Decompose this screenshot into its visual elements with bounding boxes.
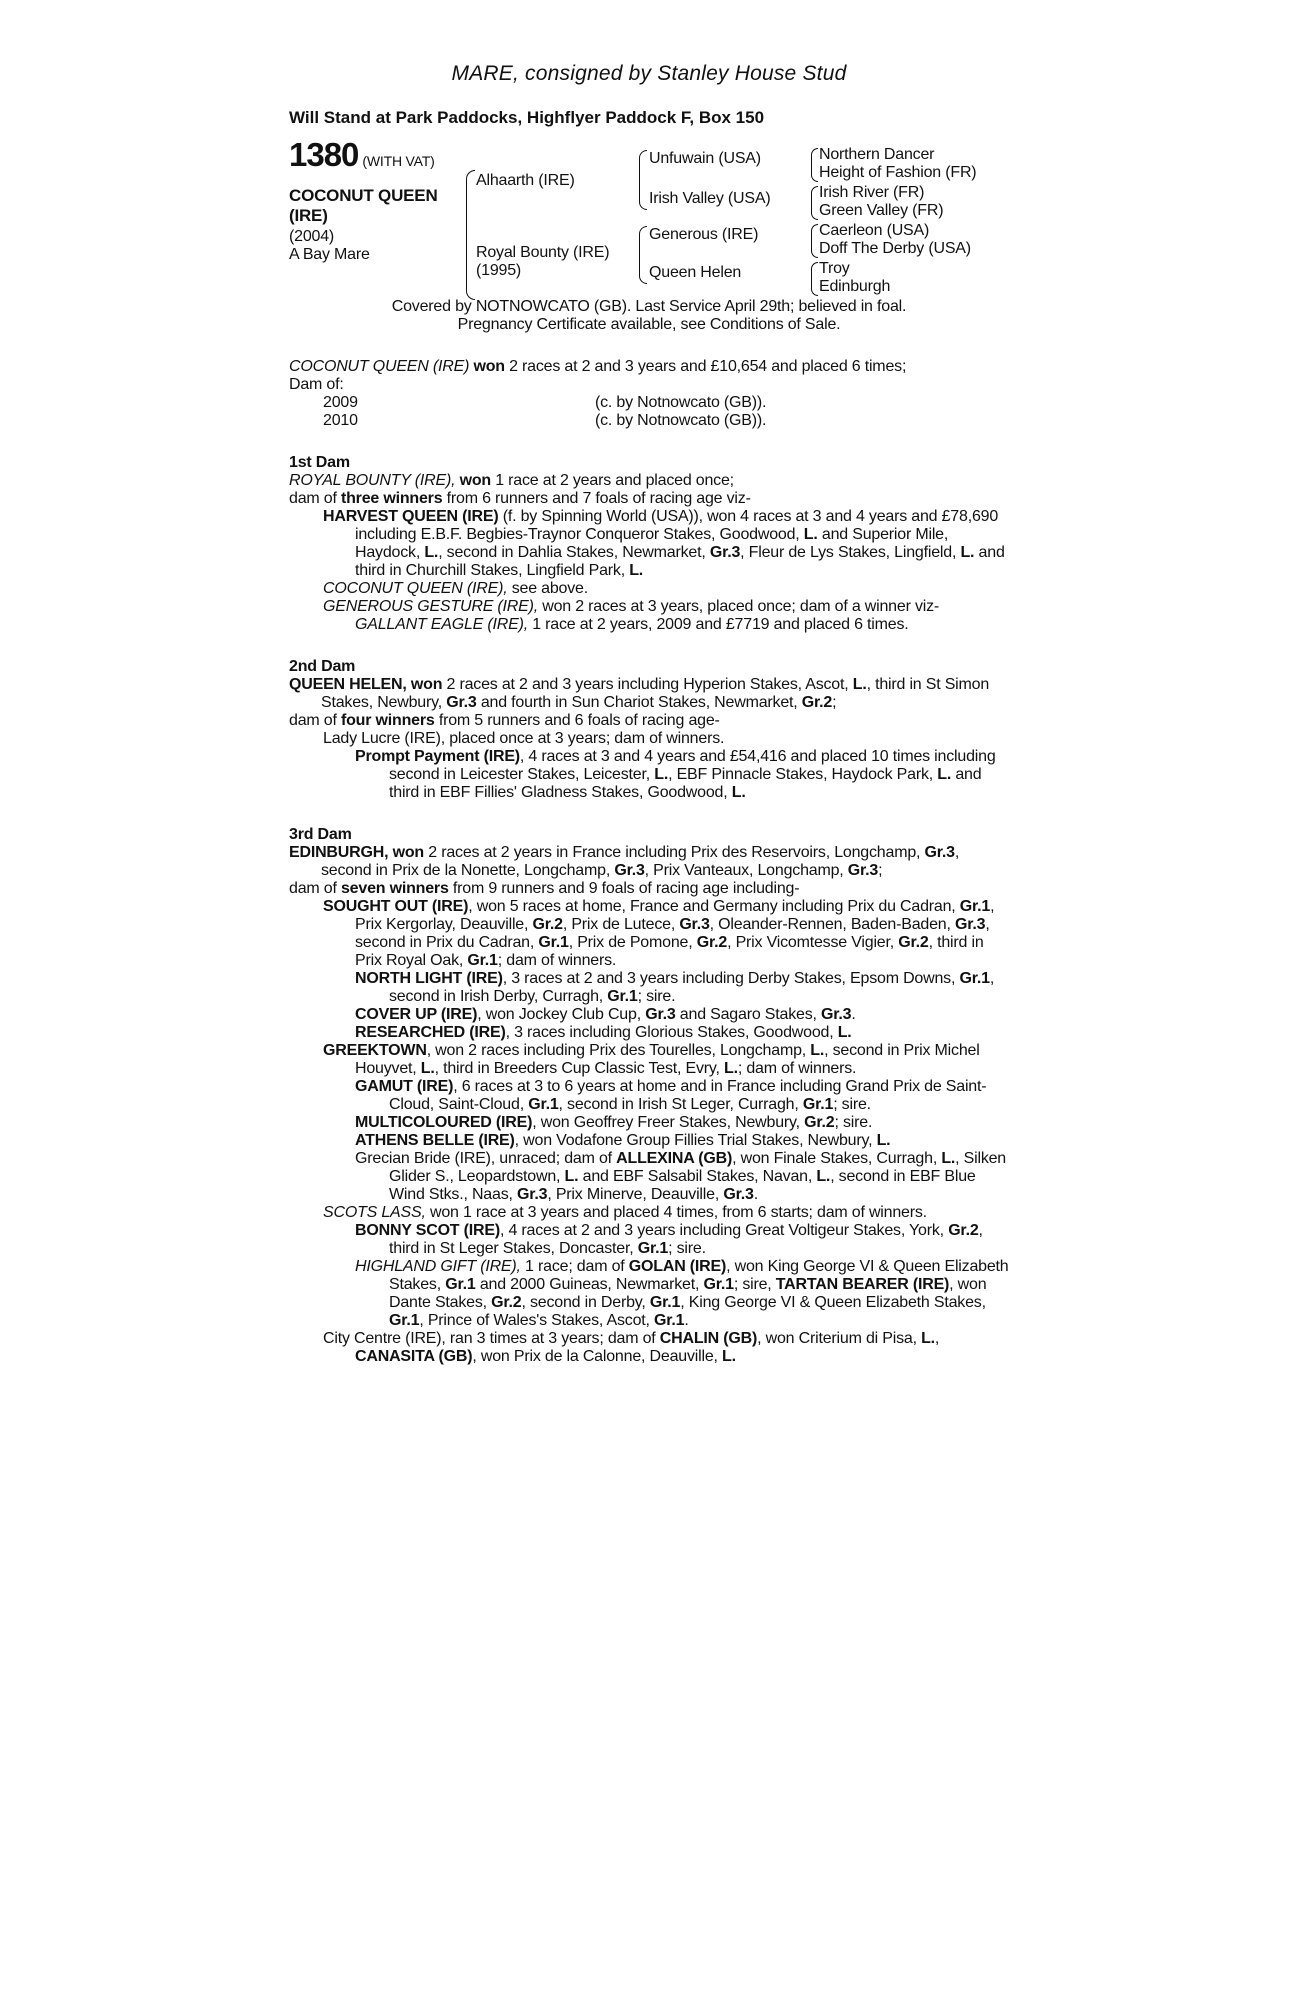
text: , won Prix de la Calonne, Deauville, (472, 1348, 718, 1365)
pedigree-g2: Height of Fashion (FR) (819, 164, 977, 181)
grade: Gr.3 (517, 1186, 548, 1203)
text: , second in Dahlia Stakes, Newmarket, (438, 544, 706, 561)
won-label: won (410, 676, 443, 693)
lot-summary (289, 358, 1009, 430)
text: , won Jockey Club Cup, (477, 1006, 641, 1023)
grade: L. (837, 1024, 852, 1041)
progeny-name: ALLEXINA (GB) (616, 1150, 733, 1167)
text: dam of (289, 490, 337, 507)
text: ; sire, (733, 1276, 772, 1293)
text: , third in St Leger Stakes, Doncaster, (389, 1222, 983, 1257)
progeny-name: HIGHLAND GIFT (IRE), (355, 1258, 521, 1275)
text: , second in Irish St Leger, Curragh, (558, 1096, 799, 1113)
won-label: won (459, 472, 491, 489)
text: and EBF Salsabil Stakes, Navan, (582, 1168, 813, 1185)
brace-col2-bottom (639, 226, 647, 284)
progeny-north-light (289, 970, 1009, 1006)
progeny-name: CANASITA (GB) (355, 1348, 473, 1365)
grade: Gr.3 (446, 694, 477, 711)
dam-name: QUEEN HELEN, (289, 676, 407, 693)
lot-number-block (289, 136, 435, 173)
text: , 3 races at 2 and 3 years including Derby Stakes, Epsom Downs, (502, 970, 956, 987)
won-label: won (392, 844, 424, 861)
progeny-name: RESEARCHED (IRE) (355, 1024, 506, 1041)
horse-name-line1: COCONUT QUEEN (289, 186, 438, 205)
first-dam-line (289, 472, 1009, 490)
progeny-cover-up (289, 1006, 1009, 1024)
text: , 4 races at 2 and 3 years including Great Voltigeur Stakes, York, (499, 1222, 944, 1239)
grade: Gr.1 (703, 1276, 734, 1293)
brace-col3-3 (811, 224, 818, 258)
text: , EBF Pinnacle Stakes, Haydock Park, (668, 766, 933, 783)
pedigree-g7: Troy (819, 260, 850, 277)
summary-rest: 2 races at 2 and 3 years and £10,654 and placed 6 times; (509, 358, 907, 375)
brace-col2-top (639, 150, 647, 210)
progeny-name: TARTAN BEARER (IRE) (775, 1276, 950, 1293)
grade: Gr.1 (959, 898, 991, 915)
pedigree-g3: Irish River (FR) (819, 184, 925, 201)
grade: L. (724, 1060, 738, 1077)
covered-line1: Covered by NOTNOWCATO (GB). Last Service April 29th; believed in foal. (391, 298, 907, 315)
winners-count: three winners (340, 490, 443, 507)
text: and third in EBF Fillies' Gladness Stakes, Goodwood, (389, 766, 982, 801)
progeny-lady-lucre: Lady Lucre (IRE), placed once at 3 years; dam of winners. (323, 730, 725, 747)
summary-line (289, 358, 1009, 376)
text: from 6 runners and 7 foals of racing age viz- (446, 490, 751, 507)
grade: Gr.3 (709, 544, 741, 561)
text: , 4 races at 3 and 4 years and £54,416 and placed 10 times including second in Leicester Stakes, Leicester, (389, 748, 996, 783)
consignment-heading: MARE, consigned by Stanley House Stud (451, 62, 847, 85)
text: , Prix Vicomtesse Vigier, (727, 934, 895, 951)
progeny-name: GREEKTOWN (323, 1042, 427, 1059)
progeny-gallant-eagle (289, 616, 1009, 634)
brace-col3-1 (811, 148, 818, 182)
brace-col1 (466, 170, 475, 300)
text: , won Criterium di Pisa, (757, 1330, 917, 1347)
grade: Gr.2 (898, 934, 929, 951)
pedigree-dam-dam: Queen Helen (649, 264, 742, 281)
second-dam-line (289, 676, 1009, 712)
dam-of-label: Dam of: (289, 376, 344, 393)
grade: Gr.1 (802, 1096, 834, 1113)
brace-col3-2 (811, 186, 818, 220)
first-dam-heading: 1st Dam (289, 454, 350, 471)
pedigree-g5: Caerleon (USA) (819, 222, 930, 239)
stand-location: Will Stand at Park Paddocks, Highflyer Paddock F, Box 150 (289, 108, 765, 127)
grade: L. (629, 562, 644, 579)
text: , Prix Vanteaux, Longchamp, (644, 862, 844, 879)
text: , second in Irish Derby, Curragh, (389, 970, 995, 1005)
progeny-prompt-payment (289, 748, 1009, 802)
grade: Gr.1 (445, 1276, 476, 1293)
pedigree-dam-sire: Generous (IRE) (649, 226, 759, 243)
progeny-generous-gesture (289, 598, 1009, 616)
progeny-name: COCONUT QUEEN (IRE), (323, 580, 508, 597)
text: , 3 races including Glorious Stakes, Goodwood, (505, 1024, 834, 1041)
progeny-multicoloured (289, 1114, 1009, 1132)
foal-sire: (c. by Notnowcato (GB)). (595, 394, 767, 411)
progeny-name: HARVEST QUEEN (IRE) (323, 508, 499, 525)
text: dam of (289, 712, 337, 729)
progeny-name: NORTH LIGHT (IRE) (355, 970, 503, 987)
grade: L. (420, 1060, 435, 1077)
grade: L. (424, 544, 439, 561)
grade: Gr.3 (847, 862, 879, 879)
foal-row (289, 394, 1009, 412)
pedigree-g4: Green Valley (FR) (819, 202, 944, 219)
progeny-name: GOLAN (IRE) (628, 1258, 727, 1275)
third-dam-produce-line (289, 880, 1009, 898)
text: dam of (289, 880, 337, 897)
pedigree-dam: Royal Bounty (IRE) (476, 244, 610, 261)
text: , Silken Glider S., Leopardstown, (389, 1150, 1007, 1185)
text: 2 races at 2 and 3 years including Hyperion Stakes, Ascot, (446, 676, 849, 693)
text: ; sire. (833, 1096, 871, 1113)
progeny-researched (289, 1024, 1009, 1042)
text: , won King George VI & Queen Elizabeth Stakes, (389, 1258, 1009, 1293)
progeny-highland-gift (289, 1258, 1009, 1330)
text: , Prix Minerve, Deauville, (547, 1186, 720, 1203)
foal-sire: (c. by Notnowcato (GB)). (595, 412, 767, 429)
text: , third in Breeders Cup Classic Test, Evry, (434, 1060, 720, 1077)
progeny-name: Prompt Payment (IRE) (355, 748, 520, 765)
grade: Gr.2 (804, 1114, 835, 1131)
progeny-name: BONNY SCOT (IRE) (355, 1222, 500, 1239)
progeny-name: MULTICOLOURED (IRE) (355, 1114, 533, 1131)
text: won 2 races at 3 years, placed once; dam of a winner viz- (542, 598, 940, 615)
horse-year: (2004) (289, 228, 335, 245)
text: and fourth in Sun Chariot Stakes, Newmarket, (480, 694, 798, 711)
grade: Gr.1 (959, 970, 990, 987)
covered-note (289, 298, 1009, 334)
progeny-name: GALLANT EAGLE (IRE), (355, 616, 528, 633)
progeny-coconut-queen (289, 580, 1009, 598)
grade: L. (876, 1132, 891, 1149)
progeny-bonny-scot (289, 1222, 1009, 1258)
text: and 2000 Guineas, Newmarket, (479, 1276, 700, 1293)
text: , Prix de Pomone, (568, 934, 693, 951)
first-dam-produce-line (289, 490, 1009, 508)
grade: L. (852, 676, 867, 693)
text: ; sire. (637, 988, 676, 1005)
grade: Gr.3 (679, 916, 710, 933)
grade: L. (810, 1042, 825, 1059)
text: and Sagaro Stakes, (679, 1006, 817, 1023)
progeny-name: CHALIN (GB) (659, 1330, 758, 1347)
text: won 1 race at 3 years and placed 4 times, from 6 starts; dam of winners. (429, 1204, 927, 1221)
grade: L. (722, 1348, 736, 1365)
pedigree-g6: Doff The Derby (USA) (819, 240, 971, 257)
horse-name-line2: (IRE) (289, 206, 328, 225)
text: 2 races at 2 years in France including Prix des Reservoirs, Longchamp, (428, 844, 921, 861)
brace-col3-4 (811, 262, 818, 296)
text: , won Finale Stakes, Curragh, (732, 1150, 938, 1167)
grade: Gr.1 (538, 934, 569, 951)
text: . (684, 1312, 689, 1329)
progeny-name: COVER UP (IRE) (355, 1006, 478, 1023)
dam-name: ROYAL BOUNTY (IRE), (289, 472, 456, 489)
text: , Fleur de Lys Stakes, Lingfield, (740, 544, 957, 561)
grade: L. (937, 766, 952, 783)
pedigree-g1: Northern Dancer (819, 146, 935, 163)
text: and third in Churchill Stakes, Lingfield Park, (355, 544, 1005, 579)
pedigree-g8: Edinburgh (819, 278, 891, 295)
text: , second in EBF Blue Wind Stks., Naas, (389, 1168, 976, 1203)
text: , second in Prix du Cadran, (355, 916, 990, 951)
text: see above. (511, 580, 588, 597)
grade: Gr.3 (723, 1186, 754, 1203)
text: , won Vodafone Group Fillies Trial Stakes, Newbury, (514, 1132, 873, 1149)
progeny-name: GENEROUS GESTURE (IRE), (323, 598, 538, 615)
grade: L. (564, 1168, 579, 1185)
text: , second in Derby, (521, 1294, 646, 1311)
progeny-scots-lass (289, 1204, 1009, 1222)
text: ; (832, 694, 837, 711)
vat-note: (WITH VAT) (362, 153, 435, 169)
text: ; sire. (668, 1240, 706, 1257)
text: , King George VI & Queen Elizabeth Stakes, (680, 1294, 986, 1311)
summary-won: won (473, 358, 505, 375)
grade: L. (731, 784, 746, 801)
grade: L. (941, 1150, 956, 1167)
text: ; sire. (834, 1114, 873, 1131)
text: . (851, 1006, 856, 1023)
grade: Gr.2 (532, 916, 563, 933)
grade: Gr.1 (467, 952, 498, 969)
dam-name: EDINBURGH, (289, 844, 389, 861)
grade: Gr.1 (637, 1240, 669, 1257)
text: , won 2 races including Prix des Tourelles, Longchamp, (426, 1042, 807, 1059)
text: from 9 runners and 9 foals of racing age including- (452, 880, 800, 897)
horse-description: A Bay Mare (289, 246, 370, 263)
foal-year: 2009 (323, 394, 358, 411)
summary-name: COCONUT QUEEN (IRE) (289, 358, 470, 375)
grade: Gr.2 (491, 1294, 522, 1311)
progeny-name: ATHENS BELLE (IRE) (355, 1132, 515, 1149)
text: , won Dante Stakes, (389, 1276, 987, 1311)
third-dam-section (289, 826, 1009, 1366)
pedigree-dam-year: (1995) (476, 262, 522, 279)
progeny-sought-out (289, 898, 1009, 970)
text: ; dam of winners. (737, 1060, 857, 1077)
grade: Gr.2 (801, 694, 833, 711)
text: (f. by Spinning World (USA)), won 4 races at 3 and 4 years and £78,690 including E.B.F. Begbies-Traynor Conqueror Stakes, Goodwood, (355, 508, 999, 543)
grade: Gr.2 (696, 934, 728, 951)
grade: Gr.3 (924, 844, 955, 861)
grade: L. (654, 766, 669, 783)
text: , second in Prix de la Nonette, Longchamp, (321, 844, 960, 879)
second-dam-produce-line (289, 712, 1009, 730)
pedigree-sire-sire: Unfuwain (USA) (649, 150, 761, 167)
second-dam-section (289, 658, 1009, 802)
horse-name (289, 186, 459, 226)
text: , third in St Simon Stakes, Newbury, (321, 676, 990, 711)
progeny-gamut (289, 1078, 1009, 1114)
first-dam-section (289, 454, 1009, 634)
progeny-name: SCOTS LASS, (323, 1204, 426, 1221)
grade: Gr.1 (389, 1312, 420, 1329)
grade: Gr.1 (607, 988, 638, 1005)
pedigree-sire: Alhaarth (IRE) (476, 172, 575, 189)
pedigree-sire-dam: Irish Valley (USA) (649, 190, 771, 207)
winners-count: seven winners (340, 880, 449, 897)
winners-count: four winners (340, 712, 435, 729)
third-dam-heading: 3rd Dam (289, 826, 352, 843)
grade: L. (921, 1330, 935, 1347)
text: , 6 races at 3 to 6 years at home and in France including Grand Prix de Saint-Cloud, Saint-Cloud, (389, 1078, 987, 1113)
text: from 5 runners and 6 foals of racing age- (438, 712, 720, 729)
progeny-grecian-bride (289, 1150, 1009, 1204)
covered-line2: Pregnancy Certificate available, see Conditions of Sale. (457, 316, 841, 333)
text: 1 race; dam of (525, 1258, 625, 1275)
second-dam-heading: 2nd Dam (289, 658, 356, 675)
grade: Gr.3 (614, 862, 645, 879)
text: City Centre (IRE), ran 3 times at 3 years; dam of (323, 1330, 656, 1347)
pedigree-table (289, 136, 1009, 298)
catalogue-page (289, 62, 1009, 1366)
grade: L. (803, 526, 818, 543)
text: , Prix Kergorlay, Deauville, (355, 898, 995, 933)
text: ; (878, 862, 883, 879)
grade: Gr.3 (645, 1006, 676, 1023)
third-dam-line (289, 844, 1009, 880)
grade: Gr.1 (654, 1312, 685, 1329)
grade: Gr.1 (528, 1096, 559, 1113)
grade: Gr.2 (948, 1222, 979, 1239)
progeny-harvest-queen (289, 508, 1009, 580)
text: Grecian Bride (IRE), unraced; dam of (355, 1150, 612, 1167)
record-text: 1 race at 2 years and placed once; (495, 472, 734, 489)
grade: Gr.3 (955, 916, 986, 933)
progeny-name: SOUGHT OUT (IRE) (323, 898, 469, 915)
text: , won Geoffrey Freer Stakes, Newbury, (532, 1114, 800, 1131)
text: and Superior Mile, Haydock, (355, 526, 949, 561)
progeny-athens-belle (289, 1132, 1009, 1150)
progeny-greektown (289, 1042, 1009, 1078)
grade: L. (960, 544, 975, 561)
text: , third in Prix Royal Oak, (355, 934, 984, 969)
foal-row (289, 412, 1009, 430)
grade: L. (816, 1168, 831, 1185)
text: , second in Prix Michel Houyvet, (355, 1042, 980, 1077)
text: , Oleander-Rennen, Baden-Baden, (709, 916, 951, 933)
text: 1 race at 2 years, 2009 and £7719 and placed 6 times. (532, 616, 909, 633)
grade: Gr.1 (649, 1294, 681, 1311)
lot-number: 1380 (289, 136, 359, 173)
grade: Gr.3 (821, 1006, 852, 1023)
text: , (934, 1330, 940, 1347)
text: ; dam of winners. (497, 952, 617, 969)
progeny-name: GAMUT (IRE) (355, 1078, 454, 1095)
foal-year: 2010 (323, 412, 358, 429)
text: . (753, 1186, 758, 1203)
progeny-city-centre (289, 1330, 1009, 1366)
text: , Prince of Wales's Stakes, Ascot, (419, 1312, 650, 1329)
text: , won 5 races at home, France and Germany including Prix du Cadran, (468, 898, 956, 915)
text: , Prix de Lutece, (562, 916, 676, 933)
